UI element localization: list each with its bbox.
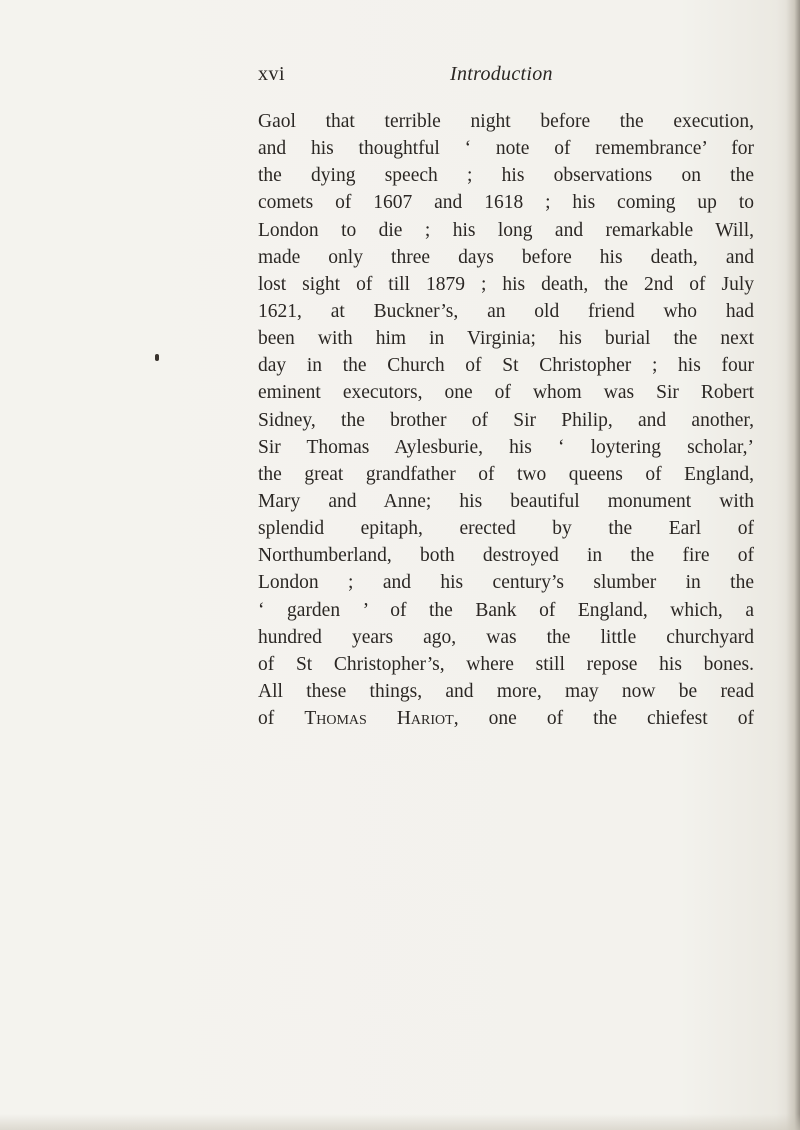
text-line: Gaol that terrible night before the execution,	[258, 111, 754, 132]
ink-speck	[155, 354, 159, 361]
text-line: Mary and Anne; his beautiful monument with	[258, 490, 754, 512]
text-line: Sidney, the brother of Sir Philip, and another,	[258, 409, 754, 431]
text-line: Northumberland, both destroyed in the fire of	[258, 545, 754, 567]
page-edge-shadow	[786, 0, 800, 1130]
text-line: 1621, at Buckner’s, an old friend who had	[258, 300, 754, 322]
text-line: day in the Church of St Christopher ; his four	[258, 355, 754, 377]
text-line: All these things, and more, may now be read	[258, 680, 754, 702]
text-line: splendid epitaph, erected by the Earl of	[258, 518, 754, 540]
final-line-before: of	[258, 708, 305, 730]
text-line: ‘ garden ’ of the Bank of England, which, a	[258, 599, 754, 621]
text-line: been with him in Virginia; his burial the next	[258, 328, 754, 350]
text-line: lost sight of till 1879 ; his death, the 2nd of July	[258, 273, 754, 295]
text-line: and his thoughtful ‘ note of remembrance’ for	[258, 138, 754, 160]
text-line: the dying speech ; his observations on the	[258, 165, 754, 187]
text-line: the great grandfather of two queens of England,	[258, 463, 754, 485]
running-title: Introduction	[450, 63, 553, 85]
text-line: London to die ; his long and remarkable Will,	[258, 219, 754, 241]
text-line: hundred years ago, was the little churchyard	[258, 626, 754, 648]
text-line-final	[258, 705, 754, 732]
text-line: of St Christopher’s, where still repose his bones.	[258, 653, 754, 675]
text-line: eminent executors, one of whom was Sir Robert	[258, 382, 754, 404]
page-number: xvi	[258, 63, 286, 85]
final-line-after: , one of the chiefest of	[453, 708, 754, 730]
body-paragraph	[258, 108, 754, 732]
text-line: made only three days before his death, and	[258, 246, 754, 268]
page-bottom-shadow	[0, 1114, 800, 1130]
running-header	[258, 60, 568, 90]
text-line: comets of 1607 and 1618 ; his coming up to	[258, 192, 754, 214]
text-line: London ; and his century’s slumber in the	[258, 572, 754, 594]
author-name: Thomas Hariot	[304, 708, 454, 730]
text-line: Sir Thomas Aylesburie, his ‘ loytering scholar,’	[258, 436, 754, 458]
